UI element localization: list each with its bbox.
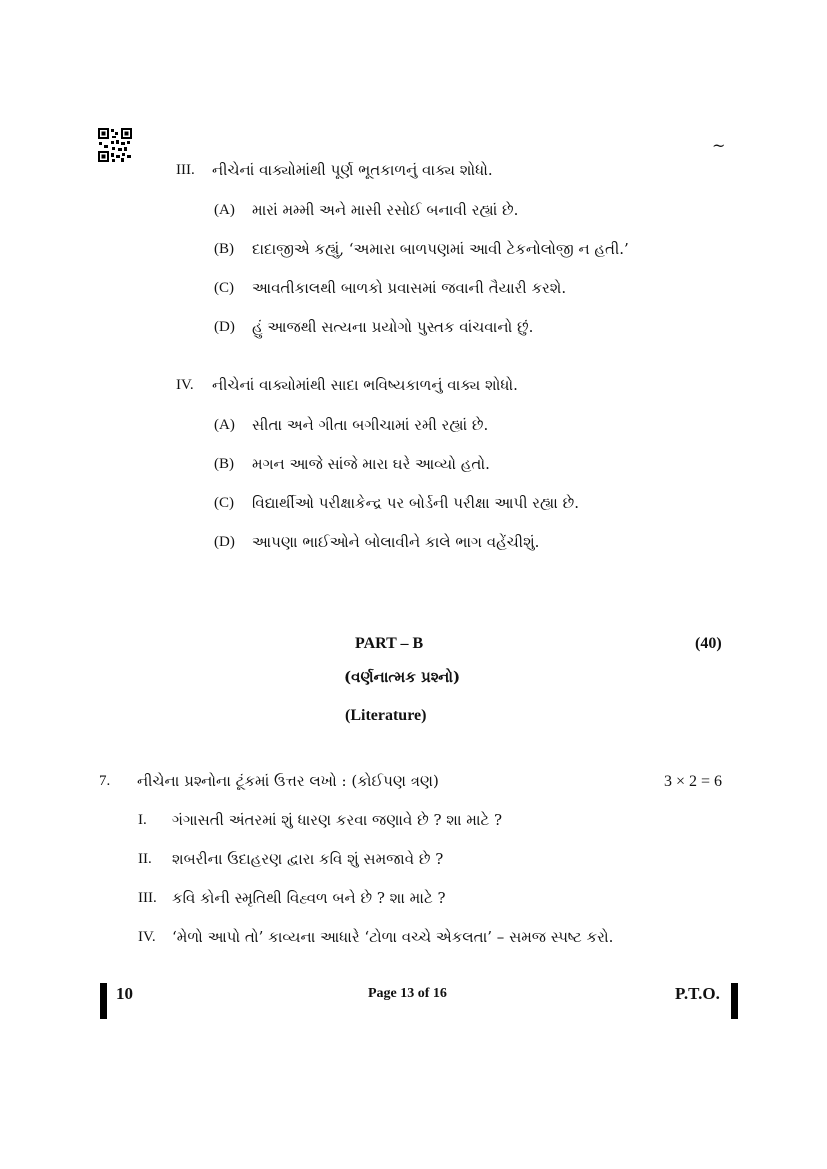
section-title: (Literature) bbox=[345, 707, 427, 724]
option-text: આવતીકાલથી બાળકો પ્રવાસમાં જવાની તૈયારી કરશે. bbox=[252, 279, 567, 297]
tilde-mark: ~ bbox=[712, 136, 726, 155]
footer-right-bar bbox=[731, 983, 738, 1019]
option-label: (B) bbox=[214, 241, 234, 257]
option-text: મગન આજે સાંજે મારા ઘરે આવ્યો હતો. bbox=[252, 455, 490, 473]
part-subtitle: (વર્ણનાત્મક પ્રશ્નો) bbox=[344, 668, 461, 686]
option-label: (A) bbox=[214, 417, 235, 433]
part-title: PART – B bbox=[355, 635, 424, 652]
question-marks: 3 × 2 = 6 bbox=[664, 773, 723, 790]
option-text: વિદ્યાર્થીઓ પરીક્ષાકેન્દ્ર પર બોર્ડની પરીક્ષા આપી રહ્યા છે. bbox=[252, 494, 579, 512]
question-text: નીચેના પ્રશ્નોના ટૂંકમાં ઉત્તર લખો : (કોઈપણ ત્રણ) bbox=[137, 772, 439, 790]
option-label: (B) bbox=[214, 456, 234, 472]
question-text: નીચેનાં વાક્યોમાંથી સાદા ભવિષ્યકાળનું વાક્ય શોધો. bbox=[212, 376, 518, 394]
question-number: IV. bbox=[176, 377, 194, 393]
option-label: (D) bbox=[214, 534, 235, 550]
option-text: મારાં મમ્મી અને માસી રસોઈ બનાવી રહ્યાં છે. bbox=[252, 201, 519, 219]
sub-question-number: IV. bbox=[138, 929, 156, 945]
option-text: હું આજથી સત્યના પ્રયોગો પુસ્તક વાંચવાનો છું. bbox=[252, 318, 534, 336]
option-label: (C) bbox=[214, 280, 234, 296]
pto-label: P.T.O. bbox=[675, 984, 720, 1003]
option-label: (D) bbox=[214, 319, 235, 335]
sub-question-text: કવિ કોની સ્મૃતિથી વિહ્વળ બને છે ? શા માટે ? bbox=[172, 889, 446, 907]
part-marks: (40) bbox=[695, 635, 722, 652]
option-label: (C) bbox=[214, 495, 234, 511]
option-label: (A) bbox=[214, 202, 235, 218]
option-text: આપણા ભાઈઓને બોલાવીને કાલે ભાગ વહેંચીશું. bbox=[252, 533, 540, 551]
qr-code-icon bbox=[98, 128, 132, 162]
option-text: દાદાજીએ કહ્યું, ‘અમારા બાળપણમાં આવી ટેકનોલોજી ન હતી.’ bbox=[252, 240, 629, 258]
sub-question-number: I. bbox=[138, 812, 147, 828]
sub-question-number: II. bbox=[138, 851, 152, 867]
sub-question-text: ‘મેળો આપો તો’ કાવ્યના આધારે ‘ટોળા વચ્ચે એકલતા’ – સમજ સ્પષ્ટ કરો. bbox=[172, 928, 614, 946]
sub-question-number: III. bbox=[138, 890, 157, 906]
footer-code: 10 bbox=[116, 984, 133, 1003]
question-number: III. bbox=[176, 162, 195, 178]
sub-question-text: ગંગાસતી અંતરમાં શું ધારણ કરવા જણાવે છે ? શા માટે ? bbox=[172, 811, 503, 829]
sub-question-text: શબરીના ઉદાહરણ દ્વારા કવિ શું સમજાવે છે ? bbox=[172, 850, 444, 868]
question-number: 7. bbox=[99, 773, 111, 789]
footer-left-bar bbox=[100, 983, 107, 1019]
question-text: નીચેનાં વાક્યોમાંથી પૂર્ણ ભૂતકાળનું વાક્ય શોધો. bbox=[212, 161, 493, 179]
page-number: Page 13 of 16 bbox=[368, 986, 447, 1001]
option-text: સીતા અને ગીતા બગીચામાં રમી રહ્યાં છે. bbox=[252, 416, 489, 434]
